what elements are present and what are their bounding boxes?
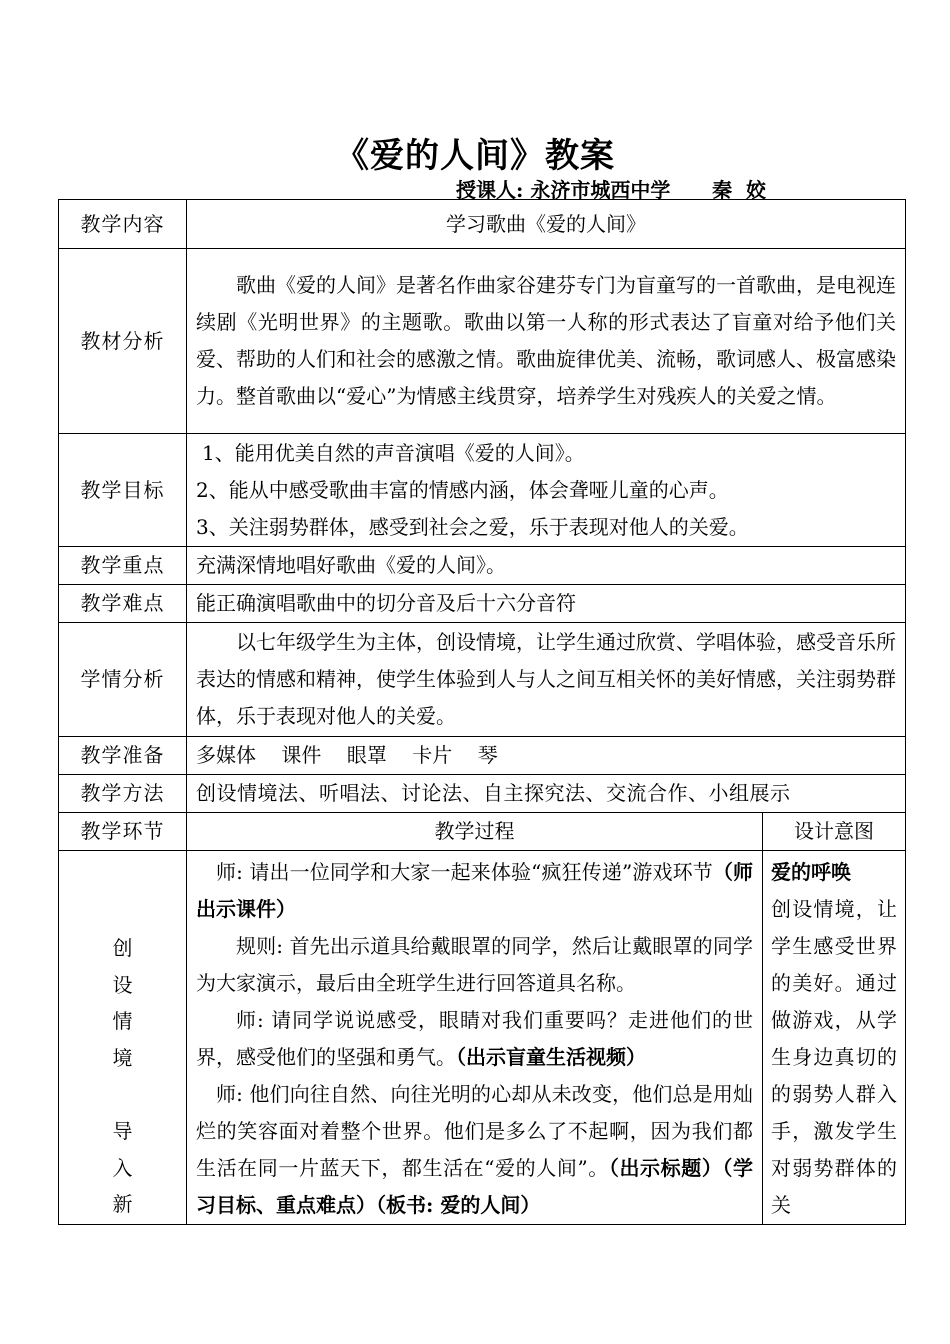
stage-char: 情 [112,1009,133,1034]
value-key: 充满深情地唱好歌曲《爱的人间》。 [187,547,906,585]
intent-title: 爱的呼唤 [771,860,851,884]
intent-text: 创设情境，让学生感受世界的美好。通过做游戏，从学生身边真切的的弱势人群入手，激发学生对弱势群体的关 [771,897,897,1217]
stage-char: 境 [112,1046,133,1071]
row-key [59,547,906,585]
row-process-stage1 [59,851,906,1225]
document-title: 《爱的人间》教案 [335,136,615,176]
value-goals [187,434,906,547]
stage-label [59,851,187,1225]
row-content [59,200,906,249]
goal-item: 1、能用优美自然的声音演唱《爱的人间》。 [202,440,585,465]
label-prep: 教学准备 [59,737,187,775]
header-intent: 设计意图 [763,813,906,851]
row-analysis [59,249,906,434]
row-process-header [59,813,906,851]
stage-char: 设 [112,972,133,997]
value-prep: 多媒体 课件 眼罩 卡片 琴 [187,737,906,775]
intent-content [763,851,906,1225]
header-stage: 教学环节 [59,813,187,851]
stage-char: 新 [112,1192,133,1217]
lesson-plan-table [58,199,906,1225]
label-goals: 教学目标 [59,434,187,547]
label-key: 教学重点 [59,547,187,585]
stage-char: 入 [112,1155,133,1180]
row-goals [59,434,906,547]
value-method: 创设情境法、听唱法、讨论法、自主探究法、交流合作、小组展示 [187,775,906,813]
row-difficulty [59,585,906,623]
process-paragraph: 规则: 首先出示道具给戴眼罩的同学，然后让戴眼罩的同学为大家演示，最后由全班学生进行回答道具名称。 [196,934,753,995]
label-content: 教学内容 [59,200,187,249]
label-method: 教学方法 [59,775,187,813]
header-process: 教学过程 [187,813,763,851]
row-students [59,623,906,737]
goal-item: 3、关注弱势群体，感受到社会之爱，乐于表现对他人的关爱。 [196,514,749,539]
process-paragraph: 师: 请出一位同学和大家一起来体验“疯狂传递”游戏环节（师出示课件） [196,860,754,921]
value-difficulty: 能正确演唱歌曲中的切分音及后十六分音符 [187,585,906,623]
label-analysis: 教材分析 [59,249,187,434]
value-content: 学习歌曲《爱的人间》 [187,200,906,249]
label-difficulty: 教学难点 [59,585,187,623]
value-analysis: 歌曲《爱的人间》是著名作曲家谷建芬专门为盲童写的一首歌曲，是电视连续剧《光明世界》的主题歌。歌曲以第一人称的形式表达了盲童对给予他们关爱、帮助的人们和社会的感激之情。歌曲旋律优美、流畅，歌词感人、极富感染力。整首歌曲以“爱心”为情感主线贯穿，培养学生对残疾人的关爱之情。 [187,249,906,434]
stage-char: 创 [112,936,133,960]
process-content [187,851,763,1225]
label-students: 学情分析 [59,623,187,737]
row-prep [59,737,906,775]
process-paragraph: 师: 他们向往自然、向往光明的心却从未改变，他们总是用灿烂的笑容面对着整个世界。他们是多么了不起啊，因为我们都生活在同一片蓝天下，都生活在“爱的人间”。（出示标题）（学习目标、重点难点）（板书: 爱的人间） [196,1082,753,1217]
goal-item: 2、能从中感受歌曲丰富的情感内涵，体会聋哑儿童的心声。 [196,477,729,502]
process-paragraph: 师: 请同学说说感受，眼睛对我们重要吗？走进他们的世界，感受他们的坚强和勇气。（出示盲童生活视频） [196,1008,753,1069]
row-method [59,775,906,813]
author-line: 授课人: 永济市城西中学 秦 姣 [456,178,767,202]
stage-char: 导 [112,1118,133,1143]
value-students: 以七年级学生为主体，创设情境，让学生通过欣赏、学唱体验，感受音乐所表达的情感和精神，使学生体验到人与人之间互相关怀的美好情感，关注弱势群体，乐于表现对他人的关爱。 [187,623,906,737]
